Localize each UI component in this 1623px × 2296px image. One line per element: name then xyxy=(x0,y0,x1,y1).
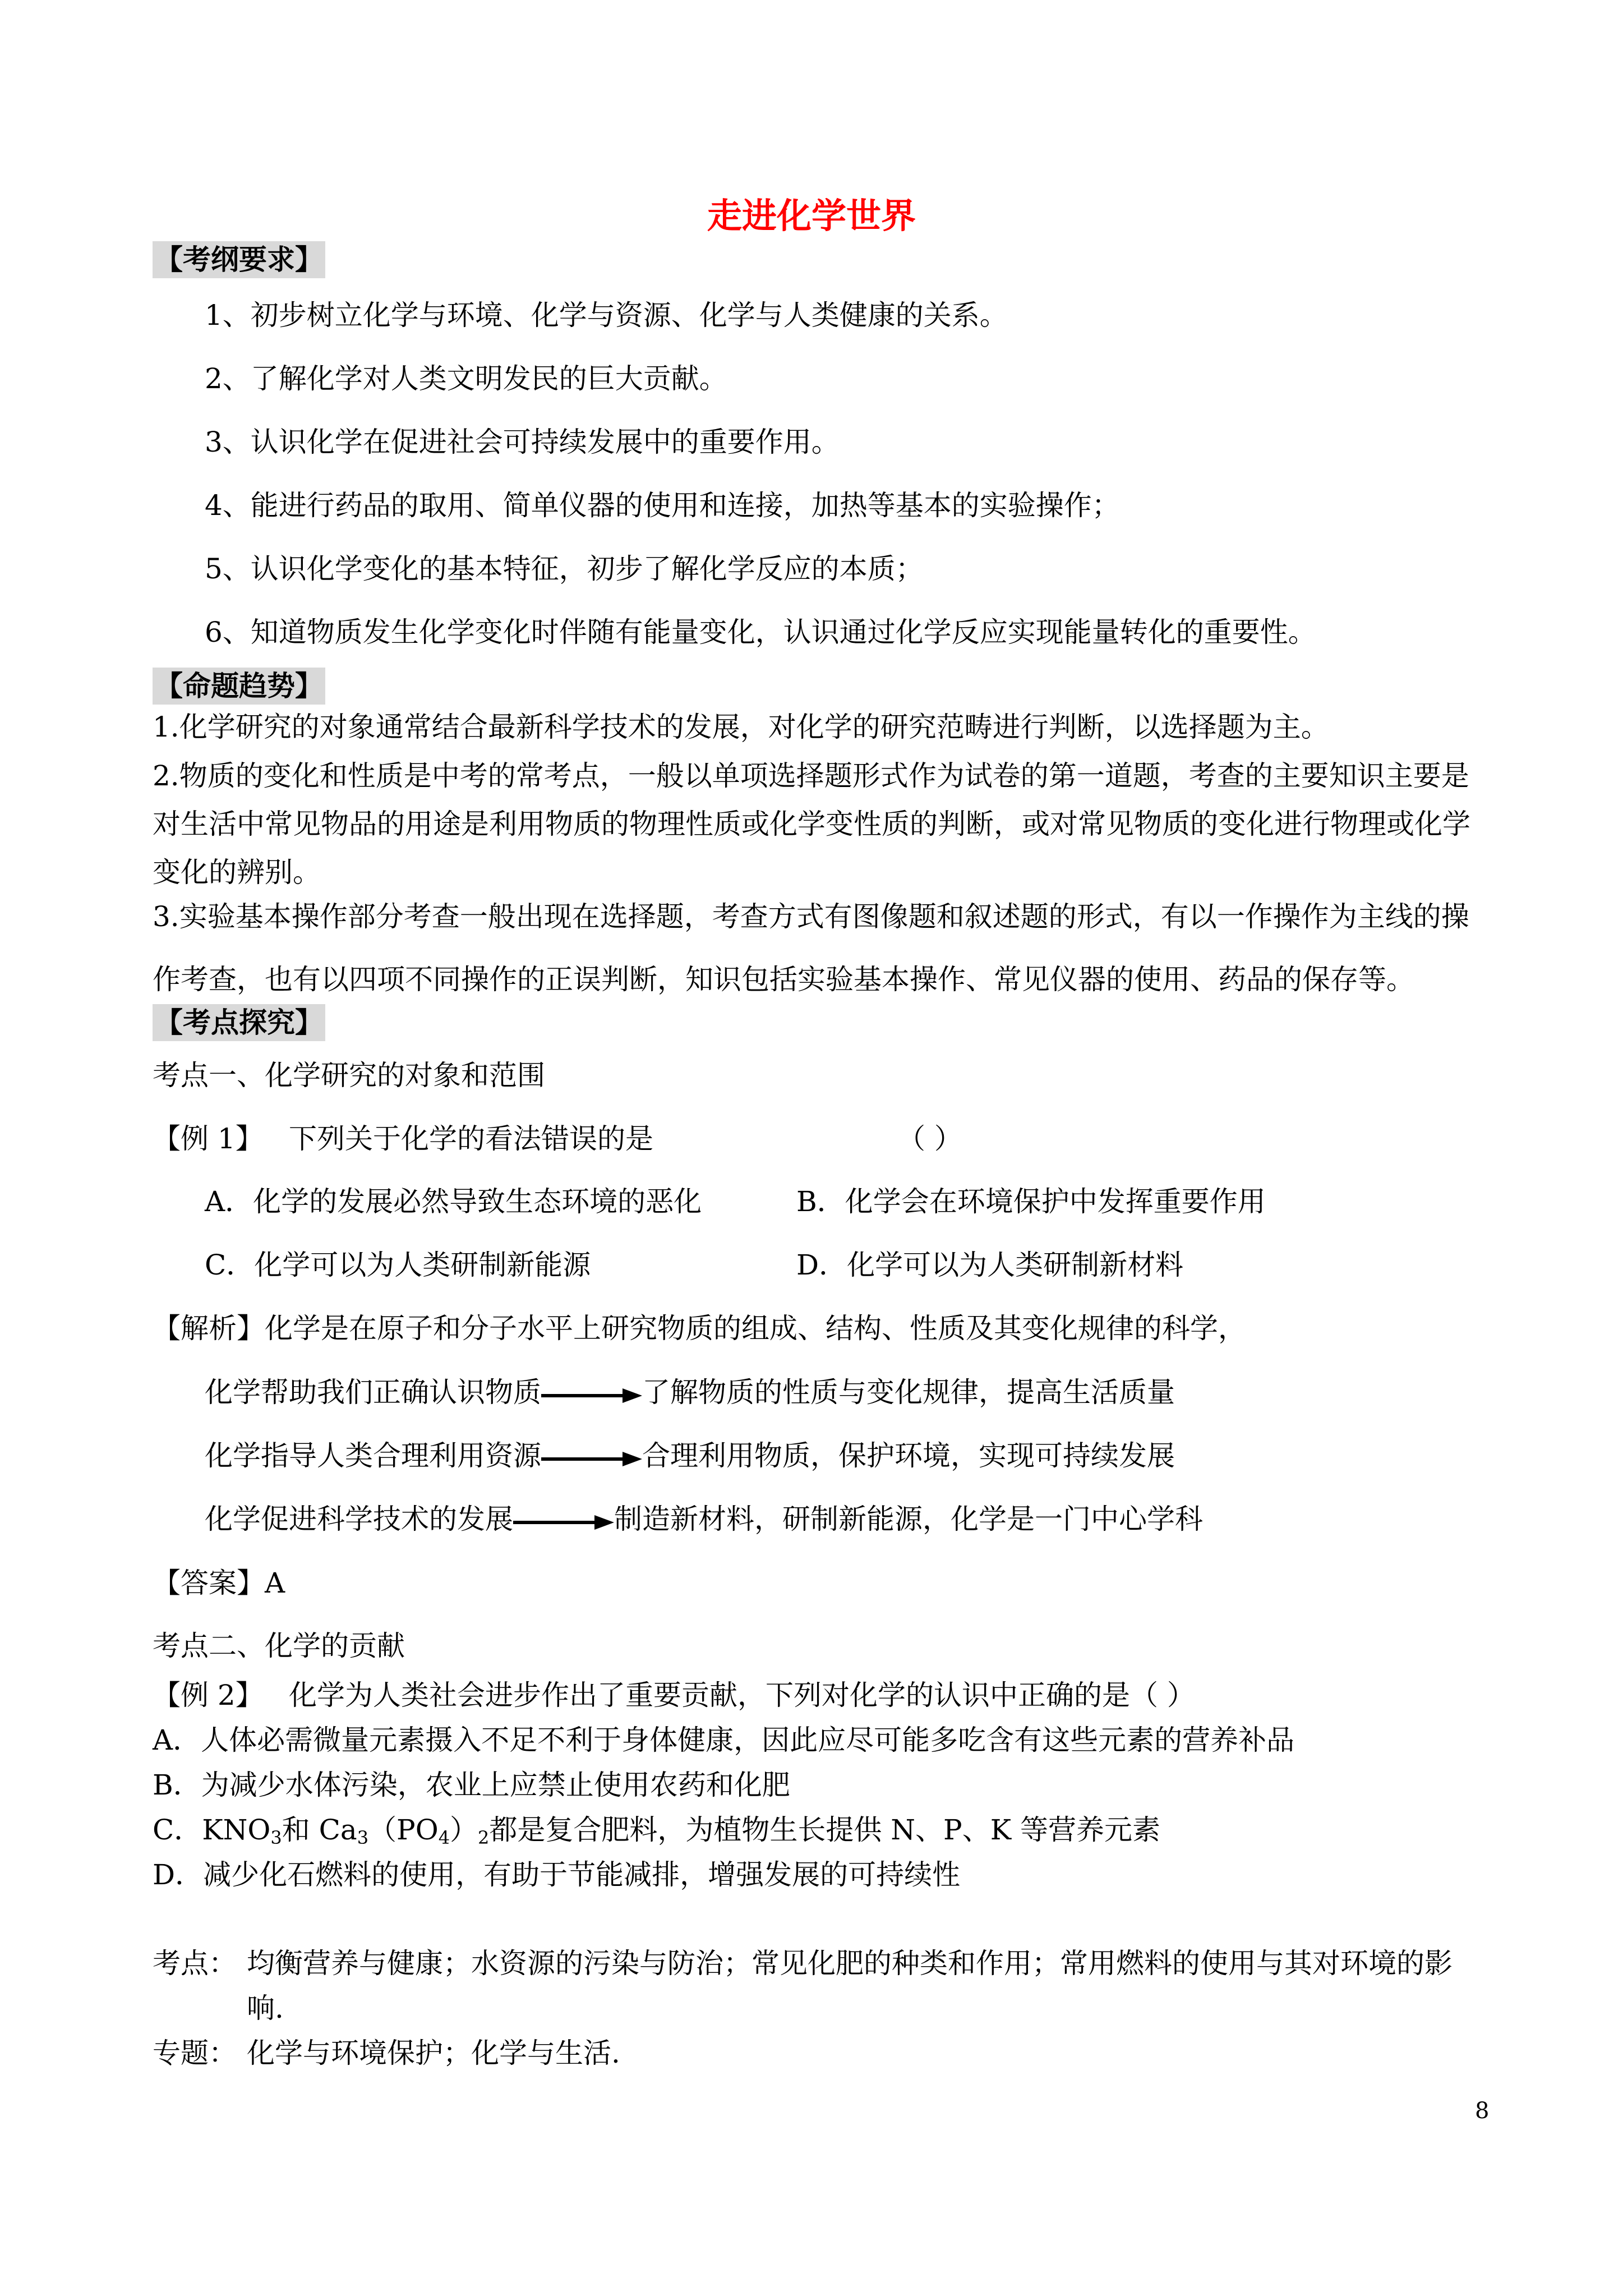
option-b: B．为减少水体污染，农业上应禁止使用农药和化肥 xyxy=(153,1769,790,1801)
kaodian-text: 均衡营养与健康；水资源的污染与防治；常见化肥的种类和作用；常用燃料的使用与其对环境的影 xyxy=(247,1947,1453,1980)
arrow-row xyxy=(205,1501,1203,1539)
subscript: 2 xyxy=(478,1827,490,1848)
page-number: 8 xyxy=(1475,2098,1490,2124)
right-arrow-icon xyxy=(541,1440,642,1476)
option-d: D．化学可以为人类研制新材料 xyxy=(796,1249,1184,1281)
option-c xyxy=(153,1812,1160,1856)
section-explore-heading: 【考点探究】 xyxy=(153,1004,325,1041)
arrow-row-right: 了解物质的性质与变化规律，提高生活质量 xyxy=(642,1376,1175,1409)
kaodian-label: 考点： xyxy=(153,1947,237,1980)
zhuanti-text: 化学与环境保护；化学与生活. xyxy=(247,2037,620,2069)
option-c-text: 都是复合肥料，为植物生长提供 N、P、K 等营养元素 xyxy=(489,1814,1160,1846)
subscript: 3 xyxy=(357,1827,369,1848)
syllabus-item: 4、能进行药品的取用、简单仪器的使用和连接，加热等基本的实验操作； xyxy=(205,489,1120,522)
kaodian-text-cont: 响. xyxy=(247,1992,284,2024)
option-c-text: ） xyxy=(450,1814,478,1846)
syllabus-item: 5、认识化学变化的基本特征，初步了解化学反应的本质； xyxy=(205,553,924,585)
option-c: C．化学可以为人类研制新能源 xyxy=(205,1249,591,1281)
trend-item: 3.实验基本操作部分考查一般出现在选择题，考查方式有图像题和叙述题的形式，有以一作操作为主线的操作考查，也有以四项不同操作的正误判断，知识包括实验基本操作、常见仪器的使用、药品的保存等。 xyxy=(153,900,1469,996)
syllabus-item: 3、认识化学在促进社会可持续发展中的重要作用。 xyxy=(205,426,840,458)
page-title: 走进化学世界 xyxy=(707,195,916,236)
subscript: 3 xyxy=(270,1827,282,1848)
example-2-question: 化学为人类社会进步作出了重要贡献，下列对化学的认识中正确的是（ ） xyxy=(289,1679,1195,1711)
kp1-heading: 考点一、化学研究的对象和范围 xyxy=(153,1059,545,1092)
section-syllabus-heading: 【考纲要求】 xyxy=(153,241,325,278)
kp2-heading: 考点二、化学的贡献 xyxy=(153,1630,405,1662)
arrow-row xyxy=(205,1374,1175,1412)
example-1-label: 【例 1】 xyxy=(153,1122,264,1155)
right-arrow-icon xyxy=(513,1503,614,1539)
option-c-text: 和 Ca xyxy=(282,1814,357,1846)
arrow-row-right: 合理利用物质，保护环境，实现可持续发展 xyxy=(642,1439,1175,1472)
arrow-row-right: 制造新材料，研制新能源，化学是一门中心学科 xyxy=(614,1503,1203,1535)
answer-paren: （ ） xyxy=(897,1122,962,1155)
right-arrow-icon xyxy=(541,1377,642,1412)
syllabus-item: 6、知道物质发生化学变化时伴随有能量变化，认识通过化学反应实现能量转化的重要性。 xyxy=(205,616,1316,648)
option-a: A．化学的发展必然导致生态环境的恶化 xyxy=(205,1185,702,1218)
option-c-text: C．KNO xyxy=(153,1814,271,1846)
trend-item: 1.化学研究的对象通常结合最新科学技术的发展，对化学的研究范畴进行判断，以选择题为主。 xyxy=(153,711,1329,743)
section-trend-heading: 【命题趋势】 xyxy=(153,668,325,705)
trend-item: 2.物质的变化和性质是中考的常考点，一般以单项选择题形式作为试卷的第一道题，考查的主要知识主要是对生活中常见物品的用途是利用物质的物理性质或化学变性质的判断，或对常见物质的变化进行物理或化学变化的辨别。 xyxy=(153,760,1470,889)
example-1-question: 下列关于化学的看法错误的是 xyxy=(289,1122,653,1155)
syllabus-item: 1、初步树立化学与环境、化学与资源、化学与人类健康的关系。 xyxy=(205,299,1008,332)
subscript: 4 xyxy=(438,1827,450,1848)
arrow-row-left: 化学指导人类合理利用资源 xyxy=(205,1439,541,1472)
option-d: D．减少化石燃料的使用，有助于节能减排，增强发展的可持续性 xyxy=(153,1858,961,1891)
answer-text: 【答案】A xyxy=(153,1567,285,1599)
analysis-text: 【解析】化学是在原子和分子水平上研究物质的组成、结构、性质及其变化规律的科学， xyxy=(153,1312,1246,1345)
option-a: A．人体必需微量元素摄入不足不利于身体健康，因此应尽可能多吃含有这些元素的营养补品 xyxy=(153,1724,1295,1756)
option-b: B．化学会在环境保护中发挥重要作用 xyxy=(796,1185,1266,1218)
syllabus-item: 2、了解化学对人类文明发民的巨大贡献。 xyxy=(205,362,727,395)
arrow-row xyxy=(205,1438,1175,1476)
zhuanti-label: 专题： xyxy=(153,2037,237,2069)
example-2-label: 【例 2】 xyxy=(153,1679,264,1711)
arrow-row-left: 化学促进科学技术的发展 xyxy=(205,1503,513,1535)
option-c-text: （PO xyxy=(368,1814,439,1846)
arrow-row-left: 化学帮助我们正确认识物质 xyxy=(205,1376,541,1409)
